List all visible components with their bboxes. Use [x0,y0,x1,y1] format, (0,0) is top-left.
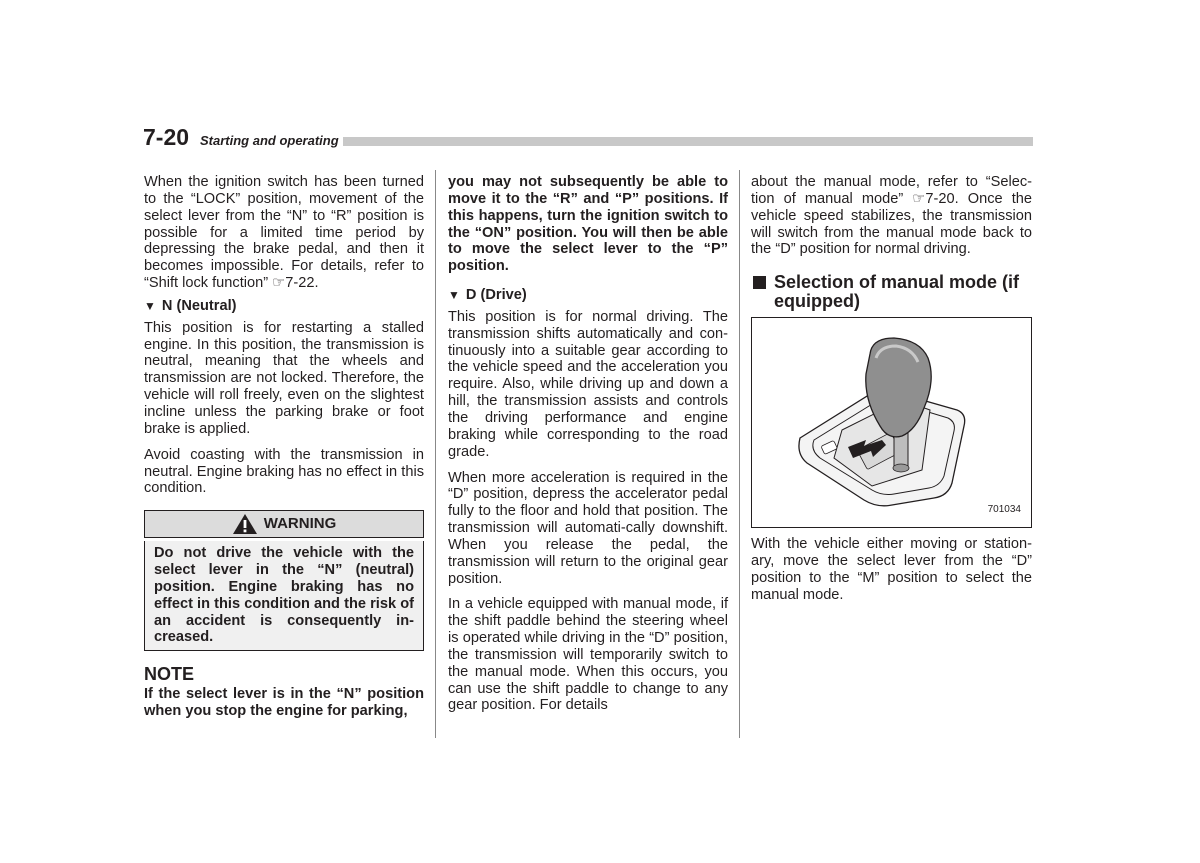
warning-body [144,541,424,651]
subheading-drive: ▼ D (Drive) [448,287,527,304]
note-text: If the select lever is in the “N” position when you stop the engine for parking, [144,686,424,719]
warning-text: Do not drive the vehicle with the select lever in the “N” (neutral) position. Engine braking has no effect in this condition and the risk of an accident is consequently in-creased. [154,545,414,646]
square-bullet-icon [753,276,766,289]
paragraph: When the ignition switch has been turned to the “LOCK” position, movement of the select lever from the “N” to “R” position is possible for a limited time period by depressing the brake pedal, and then it becomes impossible. For details, refer to “Shift lock function” ☞7-22. [144,174,424,292]
note-continued: you may not subsequently be able to move it to the “R” and “P” positions. If this happens, turn the ignition switch to the “ON” position. You will then be able to move the select lever to the “P” position. [448,174,728,275]
paragraph: In a vehicle equipped with manual mode, if the shift paddle behind the steering wheel is operated while driving in the “D” position, the transmission will temporarily switch to the manual mode. When this occurs, you can use the shift paddle to change to any gear position. For details [448,596,728,714]
page-header [143,124,1033,154]
section-heading-manual-mode: Selection of manual mode (if equipped) [751,273,1032,311]
column-1 [144,174,424,720]
paragraph: about the manual mode, refer to “Selec-tion of manual mode” ☞7-20. Once the vehicle speed stabilizes, the transmission will switch from the manual mode back to the “D” position for normal driving. [751,174,1032,258]
note-heading: NOTE [144,664,195,685]
select-lever-illustration [752,318,1031,527]
page-number: 7-20 [143,124,190,150]
column-divider [739,170,740,738]
column-2 [448,174,728,714]
warning-label: WARNING [263,514,337,532]
column-3 [751,174,1032,604]
triangle-icon: ▼ [448,288,460,303]
paragraph: With the vehicle either moving or station-ary, move the select lever from the “D” position to the “M” position to select the manual mode. [751,536,1032,603]
warning-icon [232,513,258,535]
paragraph: This position is for normal driving. The transmission shifts automatically and con-tinuously into a suitable gear according to the vehicle speed and the acceleration you require. Also, while driving up and down a hill, the transmission assists and controls the driving performance and engine braking while corresponding to the road grade. [448,308,728,460]
paragraph: When more acceleration is required in the “D” position, depress the accelerator pedal fully to the floor and hold that position. The transmission will automati-cally downshift. When you release the pedal, the transmission will return to the original gear position. [448,469,728,587]
paragraph: This position is for restarting a stalled engine. In this position, the transmission is neutral, meaning that the wheels and transmission are not locked. Therefore, the vehicle will roll freely, even on the slightest incline unless the parking brake or foot brake is applied. [144,319,424,437]
column-divider [435,170,436,738]
figure-code: 701034 [987,504,1021,516]
subheading-neutral: ▼ N (Neutral) [144,297,237,314]
select-lever-figure [751,317,1032,528]
triangle-icon: ▼ [144,298,156,313]
paragraph: Avoid coasting with the transmission in neutral. Engine braking has no effect in this condition. [144,446,424,497]
warning-header [144,510,424,538]
section-title: Starting and operating [200,133,339,148]
header-rule [343,137,1033,146]
